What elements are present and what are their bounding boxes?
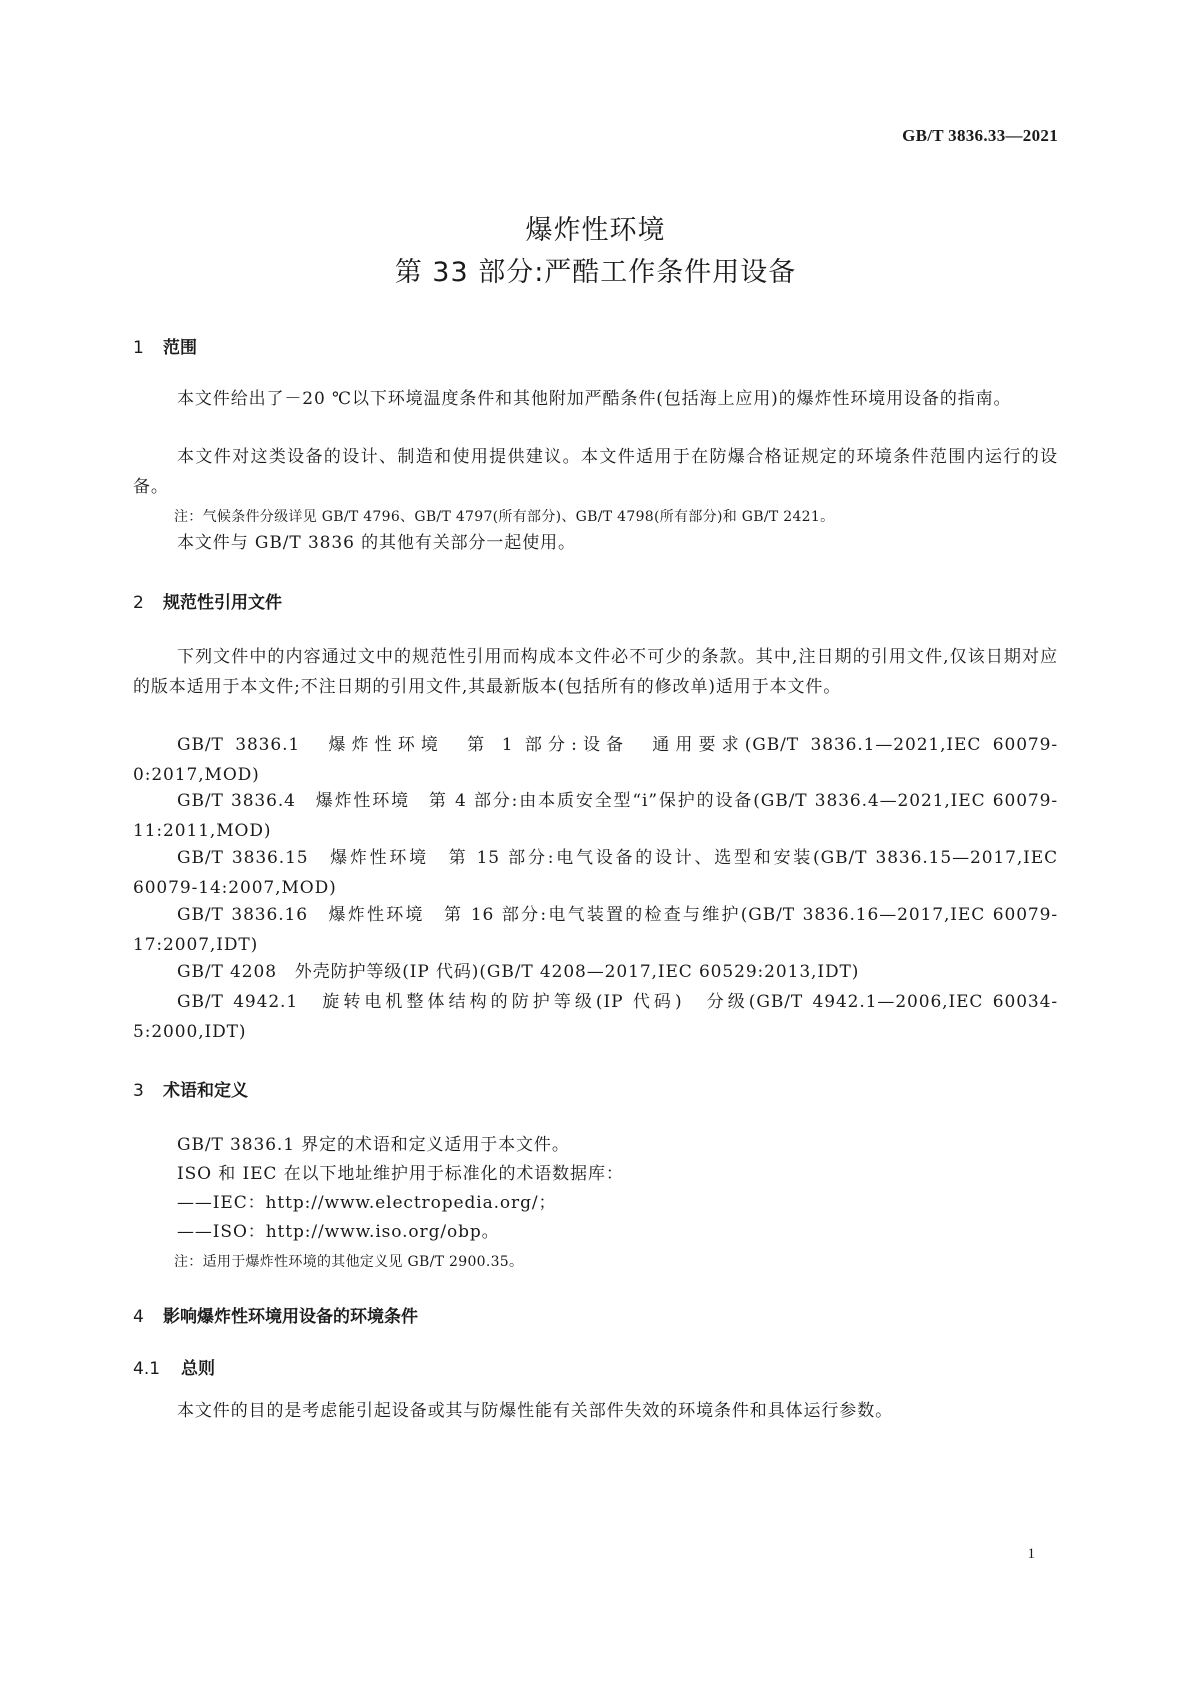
section-3-heading xyxy=(133,1076,248,1101)
section-2-intro: 下列文件中的内容通过文中的规范性引用而构成本文件必不可少的条款。其中,注日期的引用文件,仅该日期对应的版本适用于本文件;不注日期的引用文件,其最新版本(包括所有的修改单)适用于本文件。 xyxy=(133,647,1058,697)
reference-item: GB/T 3836.15 爆炸性环境 第 15 部分:电气设备的设计、选型和安装(GB/T 3836.15—2017,IEC 60079-14:2007,MOD) xyxy=(133,848,1058,898)
subsection-number: 4.1 xyxy=(133,1359,161,1379)
reference-item: GB/T 3836.1 爆炸性环境 第 1 部分:设备 通用要求(GB/T 3836.1—2021,IEC 60079-0:2017,MOD) xyxy=(133,735,1058,785)
section-number: 3 xyxy=(133,1081,144,1101)
section-1-heading xyxy=(133,333,197,358)
section-title: 术语和定义 xyxy=(163,1081,248,1101)
section-1-paragraph-1: 本文件给出了－20 ℃以下环境温度条件和其他附加严酷条件(包括海上应用)的爆炸性环境用设备的指南。 xyxy=(177,389,1012,409)
section-3-paragraph-2: ISO 和 IEC 在以下地址维护用于标准化的术语数据库： xyxy=(177,1164,624,1184)
reference-item: GB/T 3836.4 爆炸性环境 第 4 部分:由本质安全型“i”保护的设备(GB/T 3836.4—2021,IEC 60079-11:2011,MOD) xyxy=(133,791,1058,841)
page-number: 1 xyxy=(1027,1546,1035,1562)
section-number: 2 xyxy=(133,593,144,613)
section-title: 范围 xyxy=(163,338,197,358)
subsection-4-1-heading xyxy=(133,1354,215,1379)
section-title: 影响爆炸性环境用设备的环境条件 xyxy=(163,1307,418,1327)
section-title: 规范性引用文件 xyxy=(163,593,282,613)
subsection-title: 总则 xyxy=(181,1359,215,1379)
reference-item: GB/T 4208 外壳防护等级(IP 代码)(GB/T 4208—2017,IEC 60529:2013,IDT) xyxy=(177,962,860,982)
standard-number: GB/T 3836.33—2021 xyxy=(902,126,1058,145)
section-1-paragraph-3: 本文件与 GB/T 3836 的其他有关部分一起使用。 xyxy=(177,533,576,553)
section-1-note: 注：气候条件分级详见 GB/T 4796、GB/T 4797(所有部分)、GB/T 4798(所有部分)和 GB/T 2421。 xyxy=(174,509,835,525)
section-4-1-paragraph-1: 本文件的目的是考虑能引起设备或其与防爆性能有关部件失效的环境条件和具体运行参数。 xyxy=(177,1401,893,1421)
section-number: 1 xyxy=(133,338,144,358)
section-2-heading xyxy=(133,588,282,613)
reference-item: GB/T 3836.16 爆炸性环境 第 16 部分:电气装置的检查与维护(GB/T 3836.16—2017,IEC 60079-17:2007,IDT) xyxy=(133,905,1058,955)
section-4-heading xyxy=(133,1302,418,1327)
section-3-list-iec: ——IEC：http://www.electropedia.org/； xyxy=(177,1193,557,1213)
section-3-note: 注：适用于爆炸性环境的其他定义见 GB/T 2900.35。 xyxy=(174,1254,524,1270)
section-3-list-iso: ——ISO：http://www.iso.org/obp。 xyxy=(177,1222,500,1242)
reference-item: GB/T 4942.1 旋转电机整体结构的防护等级(IP 代码) 分级(GB/T 4942.1—2006,IEC 60034-5:2000,IDT) xyxy=(133,992,1058,1042)
title-line-1: 爆炸性环境 xyxy=(525,215,666,246)
section-number: 4 xyxy=(133,1307,144,1327)
section-1-paragraph-2: 本文件对这类设备的设计、制造和使用提供建议。本文件适用于在防爆合格证规定的环境条件范围内运行的设备。 xyxy=(133,447,1058,497)
title-line-2: 第 33 部分:严酷工作条件用设备 xyxy=(394,257,797,288)
section-3-paragraph-1: GB/T 3836.1 界定的术语和定义适用于本文件。 xyxy=(177,1135,570,1155)
